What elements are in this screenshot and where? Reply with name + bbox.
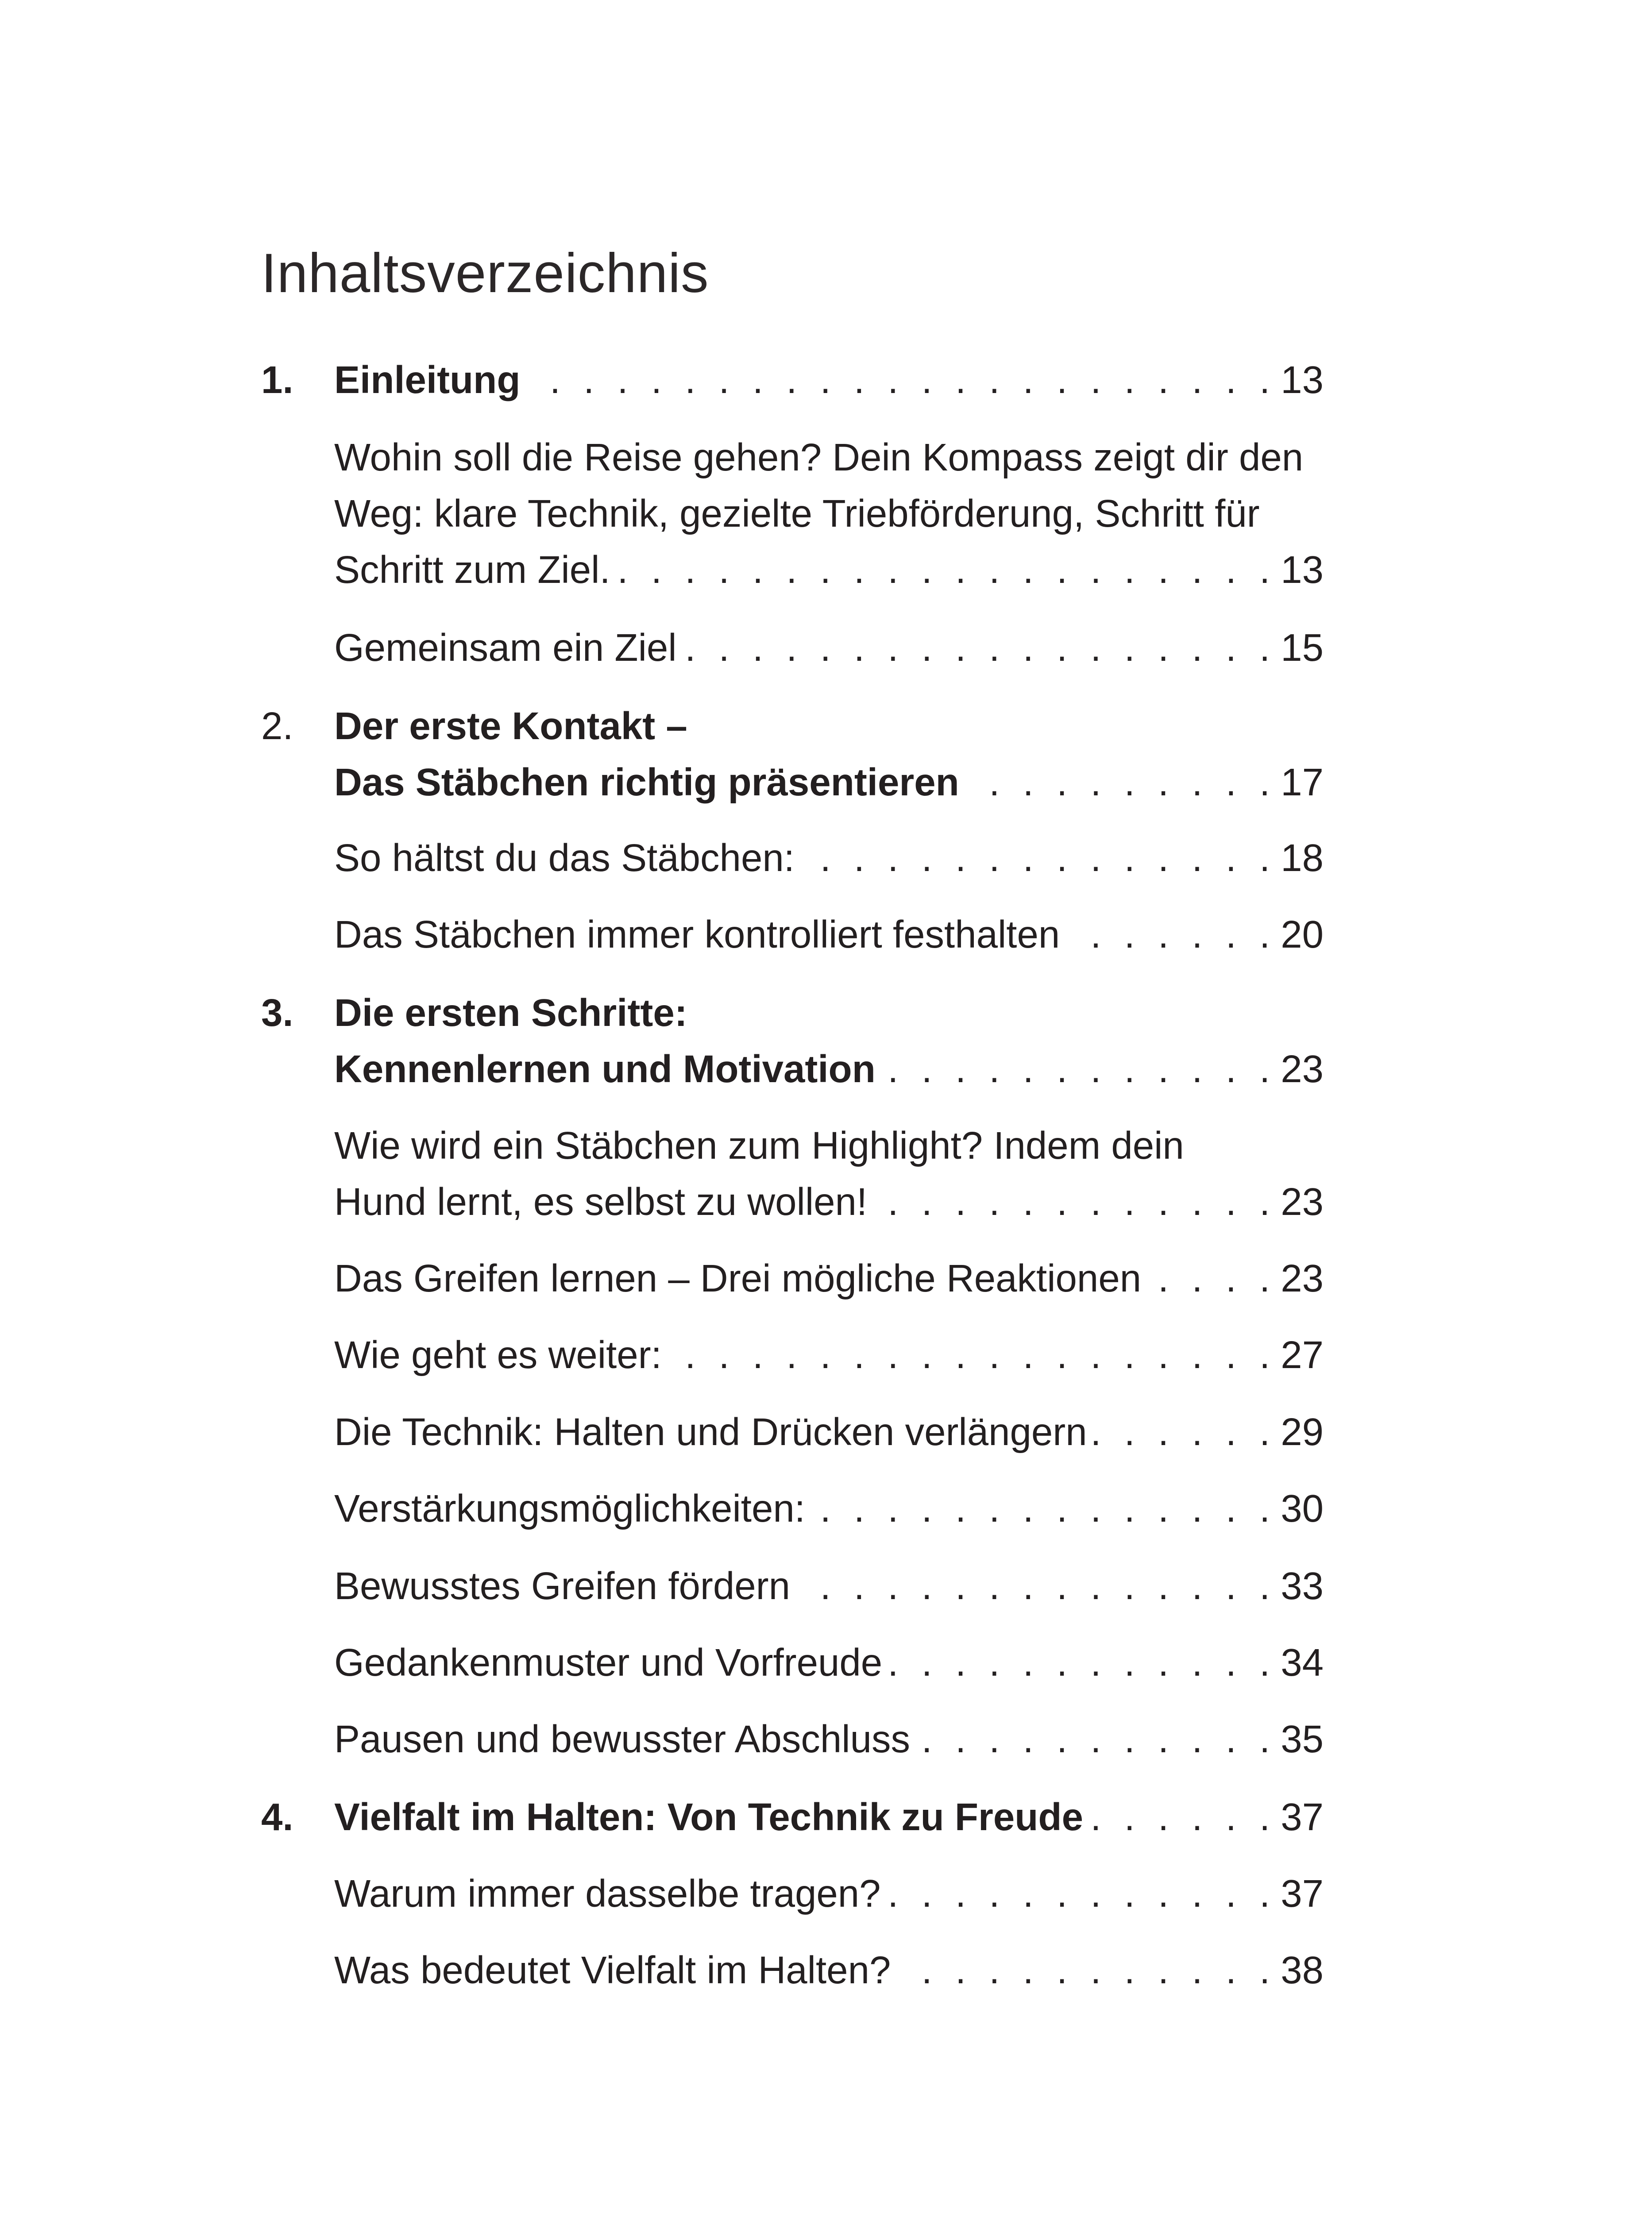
entry-title: Kennenlernen und Motivation: [334, 1048, 876, 1091]
entry-line: Weg: klare Technik, gezielte Triebförderung, Schritt für: [334, 492, 1260, 535]
entry-title: Schritt zum Ziel.: [334, 548, 610, 591]
entry-title: Verstärkungsmöglichkeiten:: [334, 1487, 805, 1530]
dot-leader: [880, 1041, 1276, 1097]
entry-title: Die Technik: Halten und Drücken verlängern: [334, 1411, 1087, 1453]
dot-leader: [1146, 1250, 1276, 1307]
entry-title: Warum immer dasselbe tragen?: [334, 1872, 881, 1915]
dot-leader: [872, 1174, 1276, 1230]
entry-line: Wie wird ein Stäbchen zum Highlight? Indem dein: [334, 1124, 1184, 1167]
dot-leader: [795, 1558, 1276, 1614]
dot-leader: [525, 352, 1276, 408]
entry-line: Die ersten Schritte:: [334, 991, 687, 1034]
page-number: 30: [1281, 1487, 1324, 1530]
dot-leader: [799, 830, 1276, 886]
entry-title: Das Stäbchen immer kontrolliert festhalten: [334, 913, 1060, 956]
dot-leader: [1088, 1789, 1276, 1845]
page-number: 33: [1281, 1565, 1324, 1608]
page-number: 17: [1281, 761, 1324, 804]
entry-title: So hältst du das Stäbchen:: [334, 837, 795, 879]
entry-title: Einleitung: [334, 359, 521, 401]
dot-leader: [1092, 1404, 1277, 1460]
page-number: 37: [1281, 1796, 1324, 1839]
entry-title: Pausen und bewusster Abschluss: [334, 1718, 910, 1761]
page-number: 38: [1281, 1949, 1324, 1992]
entry-title: Gedankenmuster und Vorfreude: [334, 1641, 883, 1684]
page-title: Inhaltsverzeichnis: [261, 243, 709, 304]
dot-leader: [810, 1480, 1276, 1537]
entry-title: Bewusstes Greifen fördern: [334, 1565, 790, 1608]
chapter-number: 3.: [261, 991, 293, 1034]
entry-line: Der erste Kontakt –: [334, 705, 687, 748]
chapter-number: 1.: [261, 359, 293, 401]
entry-title: Was bedeutet Vielfalt im Halten?: [334, 1949, 891, 1992]
chapter-number: 4.: [261, 1796, 293, 1839]
dot-leader: [666, 1327, 1276, 1383]
page-number: 13: [1281, 548, 1324, 591]
page-number: 15: [1281, 626, 1324, 669]
page-number: 18: [1281, 837, 1324, 879]
dot-leader: [615, 542, 1277, 598]
entry-title: Das Greifen lernen – Drei mögliche Reaktionen: [334, 1257, 1142, 1300]
page-number: 13: [1281, 359, 1324, 401]
entry-title: Das Stäbchen richtig präsentieren: [334, 761, 959, 804]
entry-line: Wohin soll die Reise gehen? Dein Kompass zeigt dir den: [334, 436, 1304, 479]
dot-leader: [915, 1711, 1276, 1767]
chapter-number: 2.: [261, 705, 293, 748]
dot-leader: [964, 754, 1276, 810]
page-number: 23: [1281, 1257, 1324, 1300]
dot-leader: [885, 1866, 1277, 1922]
page-number: 23: [1281, 1180, 1324, 1223]
dot-leader: [681, 620, 1277, 676]
entry-title: Wie geht es weiter:: [334, 1334, 662, 1376]
page-number: 34: [1281, 1641, 1324, 1684]
dot-leader: [1064, 906, 1276, 963]
page-number: 29: [1281, 1411, 1324, 1453]
dot-leader: [887, 1635, 1276, 1691]
dot-leader: [895, 1942, 1276, 1998]
page-number: 27: [1281, 1334, 1324, 1376]
entry-title: Vielfalt im Halten: Von Technik zu Freude: [334, 1796, 1083, 1839]
page-number: 35: [1281, 1718, 1324, 1761]
entry-title: Hund lernt, es selbst zu wollen!: [334, 1180, 868, 1223]
entry-title: Gemeinsam ein Ziel: [334, 626, 677, 669]
page-number: 23: [1281, 1048, 1324, 1091]
page-number: 20: [1281, 913, 1324, 956]
page-number: 37: [1281, 1872, 1324, 1915]
